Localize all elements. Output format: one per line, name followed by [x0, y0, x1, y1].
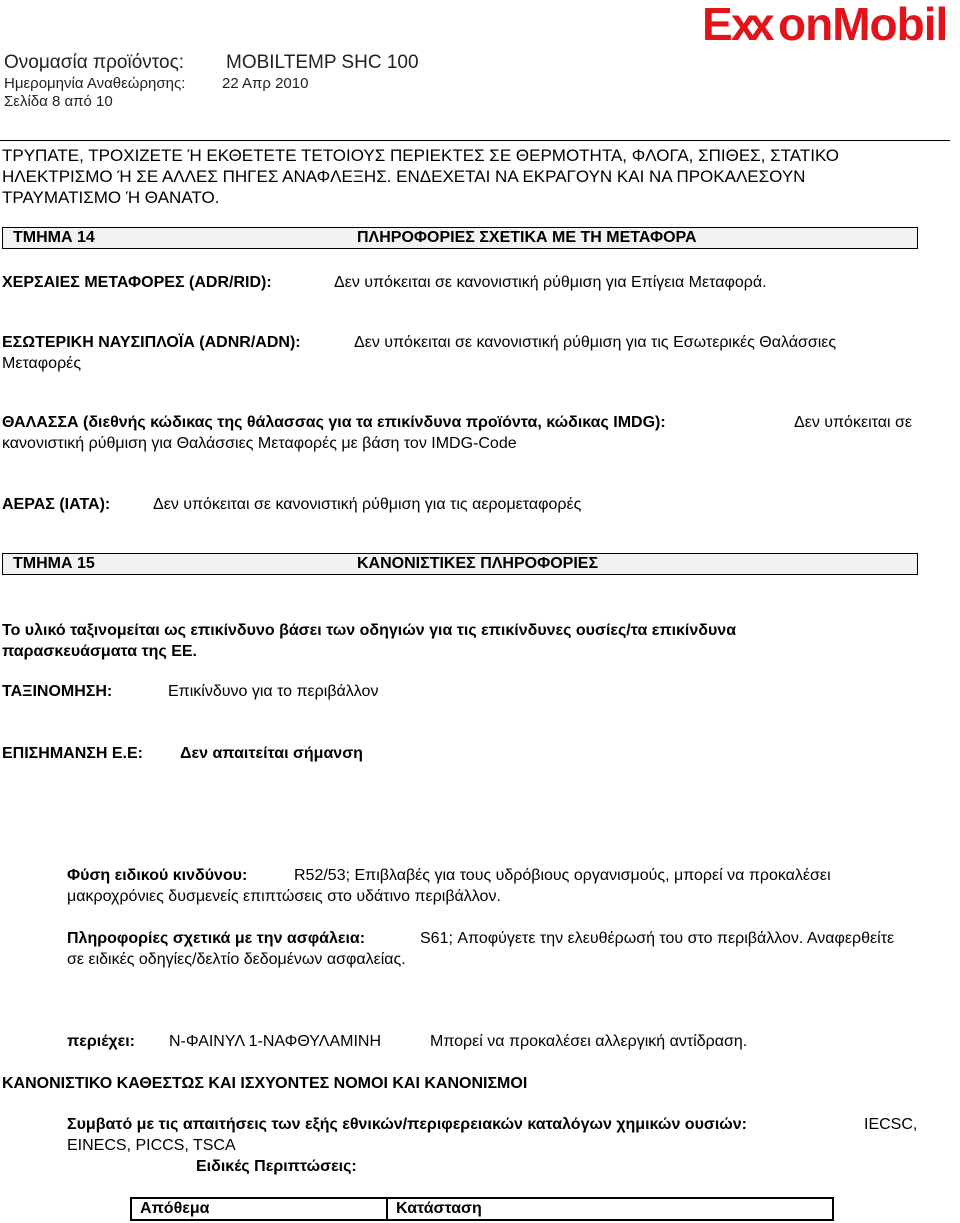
product-name: MOBILTEMP SHC 100: [226, 52, 419, 73]
svg-text:x: x: [749, 0, 775, 50]
svg-text:x: x: [731, 0, 757, 50]
svg-text:E: E: [702, 0, 732, 50]
revision-date-label: Ημερομηνία Αναθεώρησης:: [4, 75, 186, 92]
intro-line-1: ΤΡΥΠΑΤΕ, ΤΡΟΧΙΖΕΤΕ Ή ΕΚΘΕΤΕΤΕ ΤΕΤΟΙΟΥΣ ΠΕΡΙΕΚΤΕΣ ΣΕ ΘΕΡΜΟΤΗΤΑ, ΦΛΟΓΑ, ΣΠΙΘΕΣ, ΣΤΑΤΙΚΟ: [2, 146, 839, 165]
safety-phrases-value: S61; Αποφύγετε την ελευθέρωσή του στο περιβάλλον. Αναφερθείτε: [420, 930, 895, 947]
eu-classified-line-1: Το υλικό ταξινομείται ως επικίνδυνο βάσει των οδηγιών για τις επικίνδυνες ουσίες/τα επικίνδυνα: [2, 622, 737, 639]
air-transport-label: ΑΕΡΑΣ (IATA):: [2, 496, 111, 513]
inventory-compliance-label: Συμβατό με τις απαιτήσεις των εξής εθνικών/περιφερειακών καταλόγων χημικών ουσιών:: [67, 1116, 748, 1133]
special-cases-label: Ειδικές Περιπτώσεις:: [196, 1158, 357, 1175]
product-name-label: Ονομασία προϊόντος:: [4, 52, 184, 73]
section-14-number: ΤΜΗΜΑ 14: [13, 229, 95, 246]
contains-note: Μπορεί να προκαλέσει αλλεργική αντίδραση.: [430, 1033, 748, 1050]
inland-waterway-value: Δεν υπόκειται σε κανονιστική ρύθμιση για τις Εσωτερικές Θαλάσσιες: [354, 334, 837, 351]
inventory-compliance-value-cont: EINECS, PICCS, TSCA: [67, 1137, 236, 1154]
classification-label: ΤΑΞΙΝΟΜΗΣΗ:: [2, 683, 113, 700]
sea-transport-value-cont: κανονιστική ρύθμιση για Θαλάσσιες Μεταφορές με βάση τον IMDG-Code: [2, 435, 517, 452]
eu-labeling-label: ΕΠΙΣΗΜΑΝΣΗ Ε.Ε:: [2, 745, 143, 762]
page-number: Σελίδα 8 από 10: [4, 93, 113, 110]
risk-phrases-value-cont: μακροχρόνιες δυσμενείς επιπτώσεις στο υδάτινο περιβάλλον.: [67, 888, 501, 905]
inventory-compliance-value: IECSC,: [864, 1116, 918, 1133]
risk-phrases-value: R52/53; Επιβλαβές για τους υδρόβιους οργανισμούς, μπορεί να προκαλέσει: [294, 867, 831, 884]
risk-phrases-label: Φύση ειδικού κινδύνου:: [67, 867, 248, 884]
eu-labeling-value: Δεν απαιτείται σήμανση: [180, 745, 363, 762]
land-transport-label: ΧΕΡΣΑΙΕΣ ΜΕΤΑΦΟΡΕΣ (ADR/RID):: [2, 274, 272, 291]
header-rule: [0, 140, 950, 141]
section-14-title: ΠΛΗΡΟΦΟΡΙΕΣ ΣΧΕΤΙΚΑ ΜΕ ΤΗ ΜΕΤΑΦΟΡΑ: [357, 229, 697, 246]
exxonmobil-logo: [700, 0, 960, 50]
section-15-header: [2, 553, 918, 575]
contains-label: περιέχει:: [67, 1033, 135, 1050]
inland-waterway-label: ΕΣΩΤΕΡΙΚΗ ΝΑΥΣΙΠΛΟΪΑ (ADNR/ADN):: [2, 334, 301, 351]
classification-value: Επικίνδυνο για το περιβάλλον: [168, 683, 379, 700]
intro-line-2: ΗΛΕΚΤΡΙΣΜΟ Ή ΣΕ ΑΛΛΕΣ ΠΗΓΕΣ ΑΝΑΦΛΕΞΗΣ. ΕΝΔΕΧΕΤΑΙ ΝΑ ΕΚΡΑΓΟΥΝ ΚΑΙ ΝΑ ΠΡΟΚΑΛΕΣΟΥΝ: [2, 167, 806, 186]
safety-phrases-label: Πληροφορίες σχετικά με την ασφάλεια:: [67, 930, 366, 947]
regulatory-status-heading: ΚΑΝΟΝΙΣΤΙΚΟ ΚΑΘΕΣΤΩΣ ΚΑΙ ΙΣΧΥΟΝΤΕΣ ΝΟΜΟΙ ΚΑΙ ΚΑΝΟΝΙΣΜΟΙ: [2, 1075, 528, 1092]
contains-substance: Ν-ΦΑΙΝΥΛ 1-ΝΑΦΘΥΛΑΜΙΝΗ: [169, 1033, 382, 1050]
safety-phrases-value-cont: σε ειδικές οδηγίες/δελτίο δεδομένων ασφαλείας.: [67, 951, 406, 968]
section-15-number: ΤΜΗΜΑ 15: [13, 555, 95, 572]
land-transport-value: Δεν υπόκειται σε κανονιστική ρύθμιση για Επίγεια Μεταφορά.: [334, 274, 767, 291]
eu-classified-line-2: παρασκευάσματα της ΕΕ.: [2, 643, 197, 660]
intro-line-3: ΤΡΑΥΜΑΤΙΣΜΟ Ή ΘΑΝΑΤΟ.: [2, 188, 220, 207]
special-cases-table: [130, 1197, 834, 1221]
air-transport-value: Δεν υπόκειται σε κανονιστική ρύθμιση για τις αερομεταφορές: [153, 496, 582, 513]
section-14-header: [2, 227, 918, 249]
sea-transport-label: ΘΑΛΑΣΣΑ (διεθνής κώδικας της θάλασσας για τα επικίνδυνα προϊόντα, κώδικας IMDG):: [2, 414, 666, 431]
table-header-inventory: Απόθεμα: [131, 1198, 387, 1220]
sea-transport-value: Δεν υπόκειται σε: [794, 414, 912, 431]
table-header-status: Κατάσταση: [387, 1198, 833, 1220]
section-15-title: ΚΑΝΟΝΙΣΤΙΚΕΣ ΠΛΗΡΟΦΟΡΙΕΣ: [357, 555, 599, 572]
svg-text:onMobil: onMobil: [778, 0, 948, 50]
revision-date: 22 Απρ 2010: [222, 75, 309, 92]
table-header-row: [131, 1198, 833, 1220]
inland-waterway-value-cont: Μεταφορές: [2, 355, 82, 372]
